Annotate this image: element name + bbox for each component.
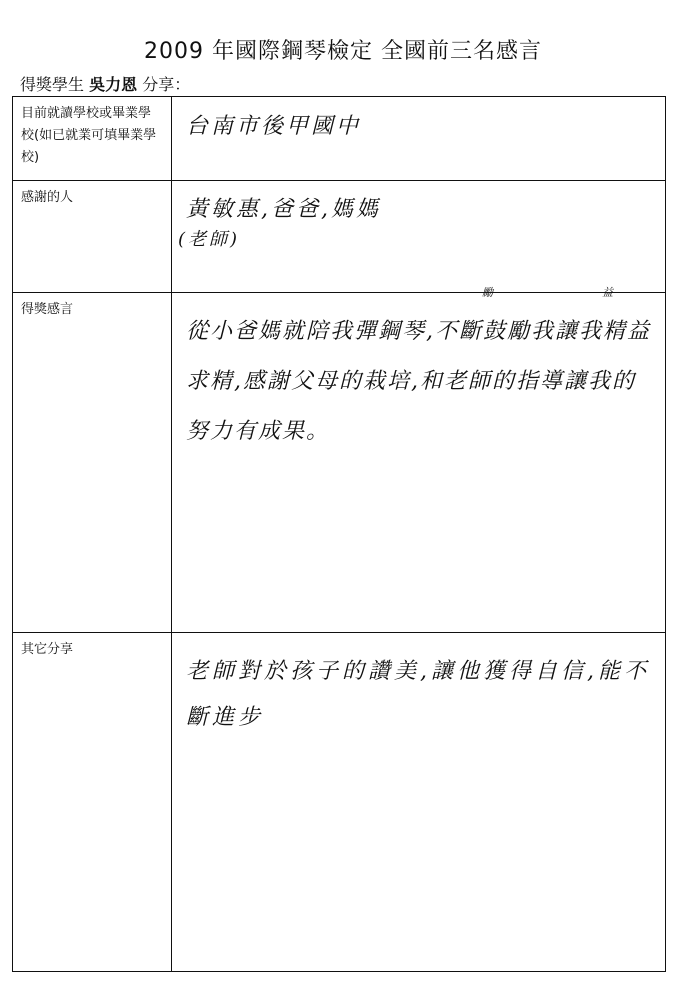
insert-mark-2: 益: [602, 286, 613, 299]
label-other: 其它分享: [13, 633, 172, 972]
answer-thanks-sub: (老師): [178, 229, 241, 250]
row-other: [13, 633, 666, 972]
student-suffix: 分享：: [142, 75, 191, 94]
answer-thanks: [172, 181, 665, 255]
student-prefix: 得獎學生: [20, 75, 85, 94]
answer-award-cell: [172, 286, 666, 633]
label-thanks: 感謝的人: [13, 181, 172, 293]
student-line: [20, 72, 190, 95]
testimonial-form: [12, 96, 666, 972]
row-thanks: [13, 181, 666, 293]
row-school: [13, 97, 666, 181]
label-school: 目前就讀學校或畢業學校(如已就業可填畢業學校): [13, 97, 172, 181]
answer-award-text: 從小爸媽就陪我彈鋼琴,不斷鼓勵我讓我精益求精,感謝父母的栽培,和老師的指導讓我的努力有成果。: [186, 319, 651, 444]
answer-school: 台南市後甲國中: [186, 114, 362, 139]
answer-award: [172, 286, 665, 457]
answer-thanks-main: 黃敏惠,爸爸,媽媽: [186, 197, 381, 222]
answer-thanks-cell: [172, 181, 666, 293]
row-award-speech: [13, 293, 666, 633]
page-title: 2009 年國際鋼琴檢定 全國前三名感言: [144, 39, 542, 64]
student-name: 吳力恩: [89, 75, 138, 94]
answer-other-cell: [172, 633, 666, 972]
insert-mark-1: 勵: [482, 286, 493, 299]
answer-school-cell: [172, 97, 666, 181]
answer-other: 老師對於孩子的讚美,讓他獲得自信,能不斷進步: [186, 659, 650, 730]
label-award-speech: 得獎感言: [13, 293, 172, 633]
